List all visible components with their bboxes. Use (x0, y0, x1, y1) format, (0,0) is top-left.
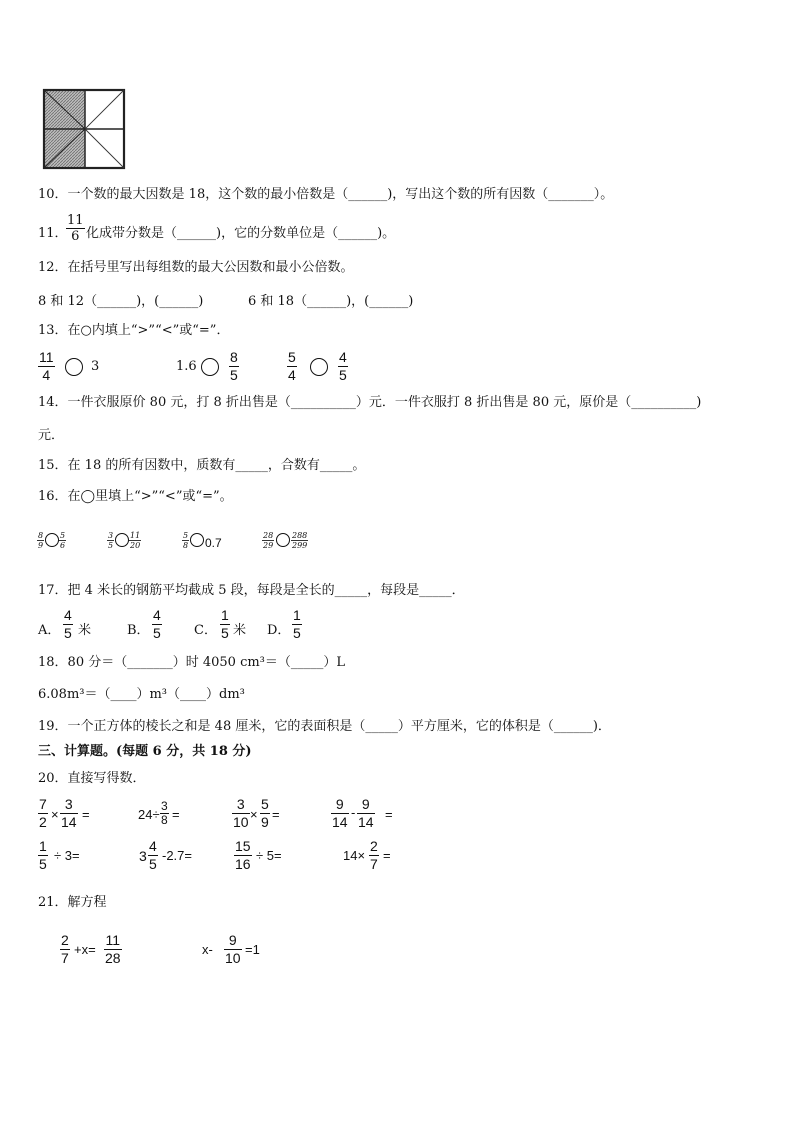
denominator: 5 (64, 625, 72, 641)
q20-e4-frac2 (357, 796, 375, 831)
q20-e3-frac1 (232, 796, 250, 831)
numerator: 4 (149, 838, 157, 854)
compare-circle[interactable] (45, 533, 59, 547)
q20-e2-equals: = (172, 807, 180, 822)
numerator: 5 (60, 531, 66, 540)
compare-circle[interactable] (276, 533, 290, 547)
denominator: 10 (233, 814, 249, 830)
denominator: 16 (235, 856, 251, 872)
numerator: 28 (263, 531, 274, 540)
q20-e4-operator: - (351, 805, 356, 820)
numerator: 288 (292, 531, 308, 540)
option-b-fraction (152, 607, 162, 642)
numerator: 2 (370, 838, 378, 854)
q20-e8-frac (369, 838, 379, 873)
q21-eq2-frac (224, 932, 242, 967)
denominator: 2 (39, 814, 47, 830)
denominator: 5 (230, 367, 238, 383)
q21-eq1-frac1 (60, 932, 70, 967)
numerator: 11 (105, 932, 121, 948)
question-10: 10．一个数的最大因数是 18，这个数的最小倍数是（______)，写出这个数的所有因数（_______）。 (38, 187, 614, 202)
denominator: 6 (71, 229, 80, 244)
numerator: 15 (235, 838, 251, 854)
q20-e6-rest: -2.7= (162, 848, 192, 863)
denominator: 6 (60, 541, 66, 550)
denominator: 8 (183, 541, 189, 550)
denominator: 9 (38, 541, 44, 550)
q20-e1-frac1 (38, 796, 48, 831)
numerator: 3 (161, 799, 168, 813)
compare-circle[interactable] (65, 358, 83, 376)
numerator: 1 (221, 607, 229, 623)
q20-e8-equals: = (383, 848, 391, 863)
q20-e1-operator: × (51, 807, 59, 822)
q20-e6-frac (148, 838, 158, 873)
numerator: 7 (39, 796, 47, 812)
question-14: 14．一件衣服原价 80 元，打 8 折出售是（__________）元．一件衣服打 8 折出售是 80 元，原价是（__________) (38, 395, 702, 410)
numerator: 11 (39, 349, 54, 365)
q20-e5-rest: ÷ 3= (54, 848, 80, 863)
section-3-title: 三、计算题。(每题 6 分，共 18 分) (38, 744, 252, 759)
option-d-label[interactable]: D． (267, 623, 291, 638)
question-11-text: 化成带分数是（______)，它的分数单位是（______)。 (86, 226, 396, 241)
q13-fraction-2 (229, 349, 239, 384)
denominator: 14 (332, 814, 348, 830)
option-a-fraction (63, 607, 73, 642)
numerator: 5 (288, 349, 296, 365)
question-18-line-2: 6.08m³＝（____）m³（____）dm³ (38, 687, 245, 702)
question-21: 21．解方程 (38, 895, 107, 910)
q13-fraction-1 (38, 349, 55, 384)
denominator: 5 (108, 541, 114, 550)
q20-e4-equals: = (385, 807, 393, 822)
q20-e2-left: 24÷ (138, 807, 160, 822)
option-d-fraction (292, 607, 302, 642)
q20-e6-whole: 3 (139, 848, 147, 864)
denominator: 4 (288, 367, 296, 383)
q20-e4-frac1 (331, 796, 349, 831)
denominator: 5 (339, 367, 347, 383)
q21-eq2-left: x- (202, 942, 213, 957)
q16-fraction-1b (59, 531, 66, 550)
q20-e3-operator: × (250, 807, 258, 822)
numerator: 5 (183, 531, 189, 540)
option-b-label[interactable]: B． (127, 623, 150, 638)
q16-fraction-2b (129, 531, 141, 550)
denominator: 9 (261, 814, 269, 830)
numerator: 9 (224, 932, 242, 950)
question-14-continued: 元． (38, 428, 65, 443)
question-12-part-a: 8 和 12（______)，(______) (38, 294, 204, 309)
q20-e8-left: 14× (343, 848, 366, 863)
option-c-unit: 米 (233, 623, 247, 638)
question-13: 13．在○内填上“>”“<”或“=”． (38, 323, 230, 338)
q16-value-3: 0.7 (205, 536, 222, 550)
numerator: 1 (39, 838, 47, 854)
denominator: 5 (221, 625, 229, 641)
denominator: 7 (61, 950, 69, 966)
q16-fraction-4b (291, 531, 308, 550)
numerator: 3 (108, 531, 114, 540)
numerator: 4 (64, 607, 72, 623)
q20-e2-frac (160, 800, 169, 827)
numerator: 9 (331, 796, 349, 814)
q20-e1-frac2 (60, 796, 78, 831)
q13-value-1: 3 (91, 359, 100, 374)
question-12: 12．在括号里写出每组数的最大公因数和最小公倍数。 (38, 260, 354, 275)
option-c-label[interactable]: C． (194, 623, 217, 638)
question-11-fraction (66, 213, 85, 244)
q16-fraction-4a (262, 531, 274, 550)
q20-e3-frac2 (260, 796, 270, 831)
numerator: 11 (130, 531, 141, 540)
q16-fraction-2a (107, 531, 114, 550)
denominator: 20 (130, 541, 141, 550)
numerator: 11 (67, 213, 84, 228)
shaded-square-grid (42, 88, 126, 170)
q20-e3-equals: = (272, 807, 280, 822)
question-15: 15．在 18 的所有因数中，质数有_____，合数有_____。 (38, 458, 366, 473)
q20-e7-frac (234, 838, 252, 873)
question-12-part-b: 6 和 18（______)，(______) (248, 294, 414, 309)
question-18: 18．80 分＝（_______）时 4050 cm³＝（_____）L (38, 655, 346, 670)
denominator: 5 (39, 856, 47, 872)
denominator: 299 (292, 541, 308, 550)
denominator: 5 (293, 625, 301, 641)
numerator: 9 (357, 796, 375, 814)
numerator: 4 (339, 349, 347, 365)
numerator: 2 (61, 932, 69, 948)
q13-fraction-4 (338, 349, 348, 384)
q13-value-2: 1.6 (176, 359, 197, 374)
denominator: 7 (370, 856, 378, 872)
numerator: 4 (153, 607, 161, 623)
option-c-fraction (220, 607, 230, 642)
compare-circle[interactable] (310, 358, 328, 376)
numerator: 8 (230, 349, 238, 365)
q21-eq1-middle: +x= (74, 942, 96, 957)
q16-fraction-3a (182, 531, 189, 550)
option-a-unit: 米 (78, 623, 92, 638)
compare-circle[interactable] (190, 533, 204, 547)
q21-eq1-frac2 (104, 932, 122, 967)
denominator: 5 (153, 625, 161, 641)
option-a-label[interactable]: A． (38, 623, 61, 638)
q20-e7-rest: ÷ 5= (256, 848, 282, 863)
q20-e5-frac (38, 838, 48, 873)
compare-circle[interactable] (201, 358, 219, 376)
numerator: 5 (261, 796, 269, 812)
question-16: 16．在◯里填上“>”“<”或“=”。 (38, 489, 233, 504)
numerator: 3 (60, 796, 78, 814)
numerator: 3 (232, 796, 250, 814)
question-11-number: 11． (38, 226, 68, 241)
question-17: 17．把 4 米长的钢筋平均截成 5 段，每段是全长的_____，每段是_____． (38, 583, 465, 598)
denominator: 5 (149, 856, 157, 872)
q21-eq2-right: =1 (245, 942, 260, 957)
numerator: 1 (293, 607, 301, 623)
denominator: 8 (161, 813, 168, 827)
denominator: 14 (61, 814, 77, 830)
denominator: 28 (105, 950, 121, 966)
denominator: 29 (263, 541, 274, 550)
numerator: 8 (38, 531, 44, 540)
q16-fraction-1a (37, 531, 44, 550)
denominator: 14 (358, 814, 374, 830)
question-20: 20．直接写得数． (38, 771, 146, 786)
denominator: 10 (225, 950, 241, 966)
question-19: 19．一个正方体的棱长之和是 48 厘米，它的表面积是（_____）平方厘米，它的体积是（______)． (38, 719, 611, 734)
compare-circle[interactable] (115, 533, 129, 547)
q20-e1-equals: = (82, 807, 90, 822)
q13-fraction-3 (287, 349, 297, 384)
denominator: 4 (42, 367, 51, 383)
